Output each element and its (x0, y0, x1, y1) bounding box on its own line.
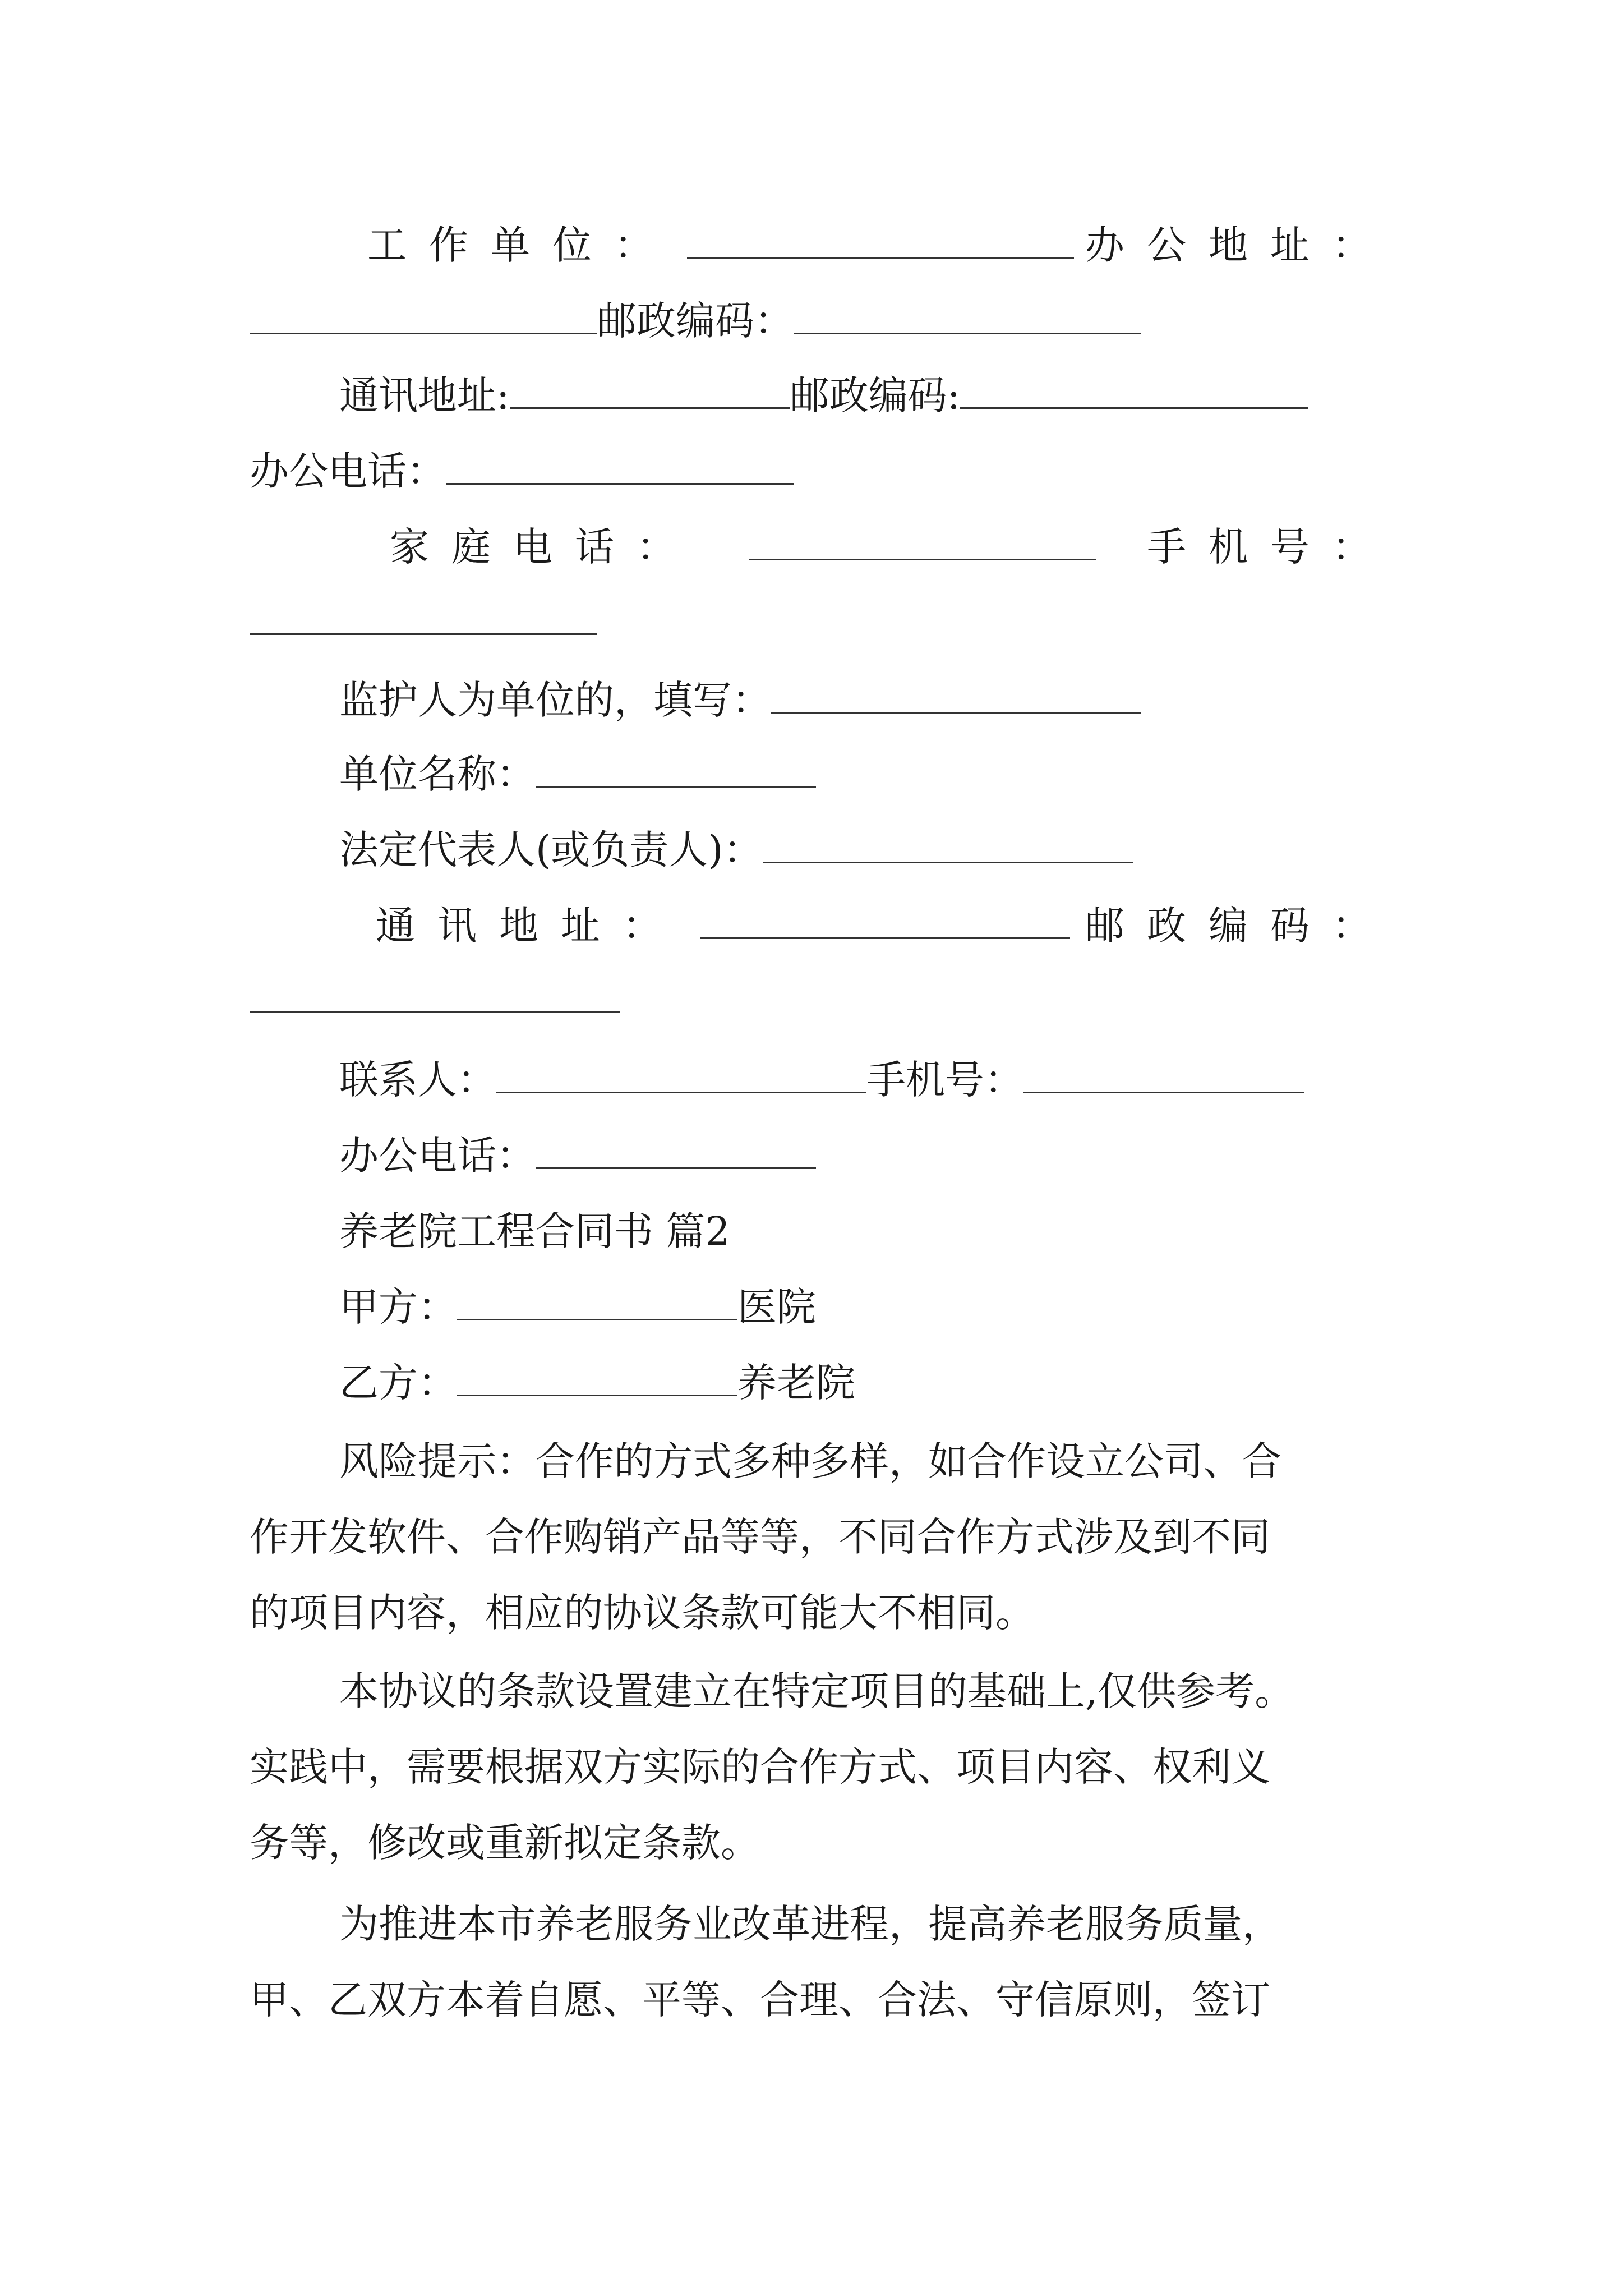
office-phone-label-1: 办公电话： (250, 448, 446, 494)
paragraph-text: 务等，修改或重新拟定条款。 (250, 1820, 760, 1866)
mail-address-blank-2[interactable] (700, 892, 1070, 939)
postcode-blank-row-3 (250, 966, 1394, 1033)
mail-address-blank[interactable] (510, 362, 790, 409)
office-phone-blank-2[interactable] (536, 1122, 816, 1169)
mail-address-label-2: 通讯地址： (376, 903, 684, 949)
work-unit-row (250, 211, 1394, 279)
postcode-label-1: 邮政编码： (597, 298, 794, 344)
paragraph-text: 实践中，需要根据双方实际的合作方式、项目内容、权利义 (250, 1744, 1270, 1790)
office-phone-row-1 (250, 438, 1394, 505)
mail-address-row (250, 362, 1394, 429)
paragraph-ref-line-1 (250, 1658, 1394, 1725)
postcode-blank-2[interactable] (960, 362, 1308, 409)
work-unit-label: 工作单位： (367, 222, 676, 268)
unit-name-label: 单位名称： (339, 751, 536, 797)
legal-rep-blank[interactable] (763, 817, 1133, 863)
paragraph-text: 甲、乙双方本着自愿、平等、合理、合法、守信原则，签订 (250, 1977, 1270, 2023)
legal-rep-row (250, 816, 1394, 884)
paragraph-risk-line-1 (250, 1428, 1394, 1495)
section-title-text: 养老院工程合同书 篇2 (339, 1208, 730, 1254)
postcode-blank-1[interactable] (794, 288, 1141, 334)
guardian-unit-blank[interactable] (771, 667, 1141, 714)
party-a-label: 甲方： (339, 1284, 457, 1330)
party-a-blank[interactable] (457, 1274, 737, 1320)
unit-name-row (250, 740, 1394, 808)
home-phone-label: 家庭电话： (390, 524, 698, 570)
office-phone-row-2 (250, 1122, 1394, 1189)
paragraph-ref-line-2 (250, 1733, 1394, 1801)
office-phone-label-2: 办公电话： (339, 1133, 536, 1179)
party-b-row (250, 1349, 1394, 1416)
office-phone-blank-1[interactable] (446, 438, 794, 485)
postcode-label-2: 邮政编码: (790, 372, 961, 418)
section-title (250, 1198, 1394, 1265)
paragraph-text: 风险提示：合作的方式多种多样，如合作设立公司、合 (339, 1438, 1281, 1484)
home-phone-blank[interactable] (749, 514, 1096, 560)
party-a-row (250, 1273, 1394, 1341)
postcode-row-1 (250, 287, 1394, 355)
postcode-label-3: 邮政编码： (1085, 903, 1394, 949)
mobile-blank-2[interactable] (1023, 1047, 1304, 1093)
party-b-label: 乙方： (339, 1360, 457, 1406)
party-b-suffix: 养老院 (737, 1360, 855, 1406)
office-address-label: 办公地址： (1085, 222, 1394, 268)
paragraph-risk-line-2 (250, 1503, 1394, 1571)
mobile-blank-row-1 (250, 588, 1394, 655)
mobile-blank-1[interactable] (250, 588, 597, 635)
legal-rep-label: 法定代表人(或负责人)： (339, 827, 763, 873)
party-a-suffix: 医院 (737, 1284, 816, 1330)
mobile-label-2: 手机号： (866, 1057, 1023, 1103)
guardian-unit-label: 监护人为单位的，填写： (339, 677, 771, 723)
paragraph-text: 作开发软件、合作购销产品等等，不同合作方式涉及到不同 (250, 1514, 1270, 1560)
work-unit-blank[interactable] (687, 212, 1074, 259)
mobile-label-1: 手机号： (1147, 524, 1394, 570)
party-b-blank[interactable] (457, 1350, 737, 1396)
paragraph-intro-line-2 (250, 1966, 1394, 2033)
paragraph-text: 的项目内容，相应的协议条款可能大不相同。 (250, 1590, 1035, 1636)
contact-row (250, 1046, 1394, 1114)
paragraph-text: 为推进本市养老服务业改革进程，提高养老服务质量， (339, 1901, 1281, 1947)
paragraph-ref-line-3 (250, 1809, 1394, 1876)
home-phone-row (250, 513, 1394, 581)
paragraph-intro-line-1 (250, 1890, 1394, 1958)
contact-label: 联系人： (339, 1057, 496, 1103)
unit-name-blank[interactable] (536, 741, 816, 788)
paragraph-text: 本协议的条款设置建立在特定项目的基础上,仅供参考。 (339, 1668, 1294, 1714)
postcode-blank-3[interactable] (250, 967, 620, 1013)
contact-blank[interactable] (496, 1047, 866, 1093)
mail-address-row-2 (250, 892, 1394, 959)
guardian-unit-row (250, 666, 1394, 734)
office-address-blank[interactable] (250, 288, 597, 334)
paragraph-risk-line-3 (250, 1579, 1394, 1646)
mail-address-label: 通讯地址: (339, 372, 510, 418)
